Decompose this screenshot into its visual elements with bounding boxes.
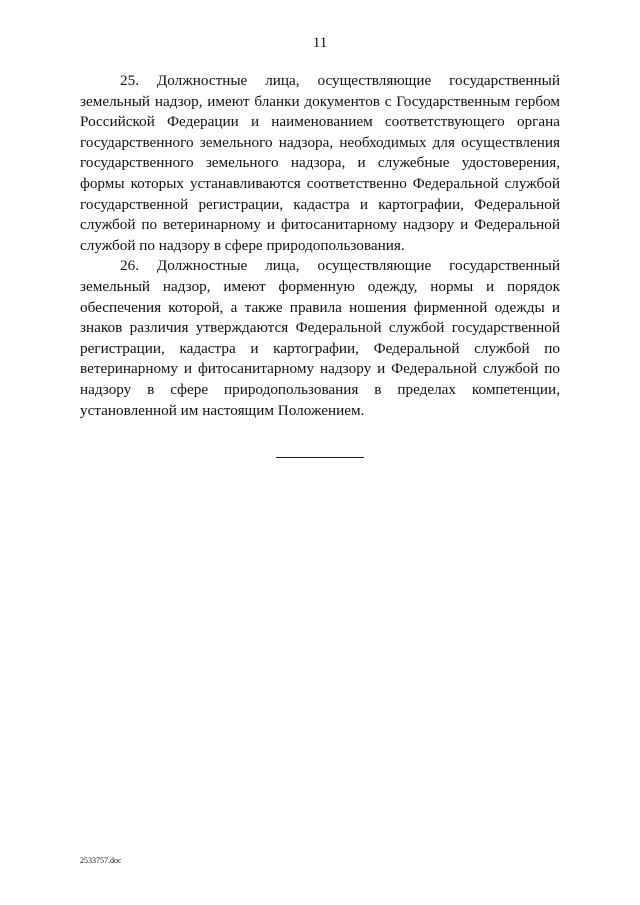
document-body [80,71,560,421]
footer-filename: 2533757.doc [80,856,122,865]
page-number: 11 [312,35,328,51]
paragraph-26: 26. Должностные лица, осуществляющие государственный земельный надзор, имеют форменную одежду, нормы и порядок обеспечения которой, а также правила ношения фирменной одежды и знаков различия утверждаются Федеральной службой государственной регистрации, кадастра и картографии, Федеральной службой по ветеринарному и фитосанитарному надзору и Федеральной службой по надзору в сфере природопользования в пределах компетенции, установленной им настоящим Положением. [80,257,560,419]
paragraph-25: 25. Должностные лица, осуществляющие государственный земельный надзор, имеют бланки документов с Государственным гербом Российской Федерации и наименованием соответствующего органа государственного земельного надзора, необходимых для осуществления государственного земельного надзора, и служебные удостоверения, формы которых устанавливаются соответственно Федеральной службой государственной регистрации, кадастра и картографии, Федеральной службой по ветеринарному и фитосанитарному надзору и Федеральной службой по надзору в сфере природопользования. [80,72,560,254]
end-separator-line [276,457,364,458]
